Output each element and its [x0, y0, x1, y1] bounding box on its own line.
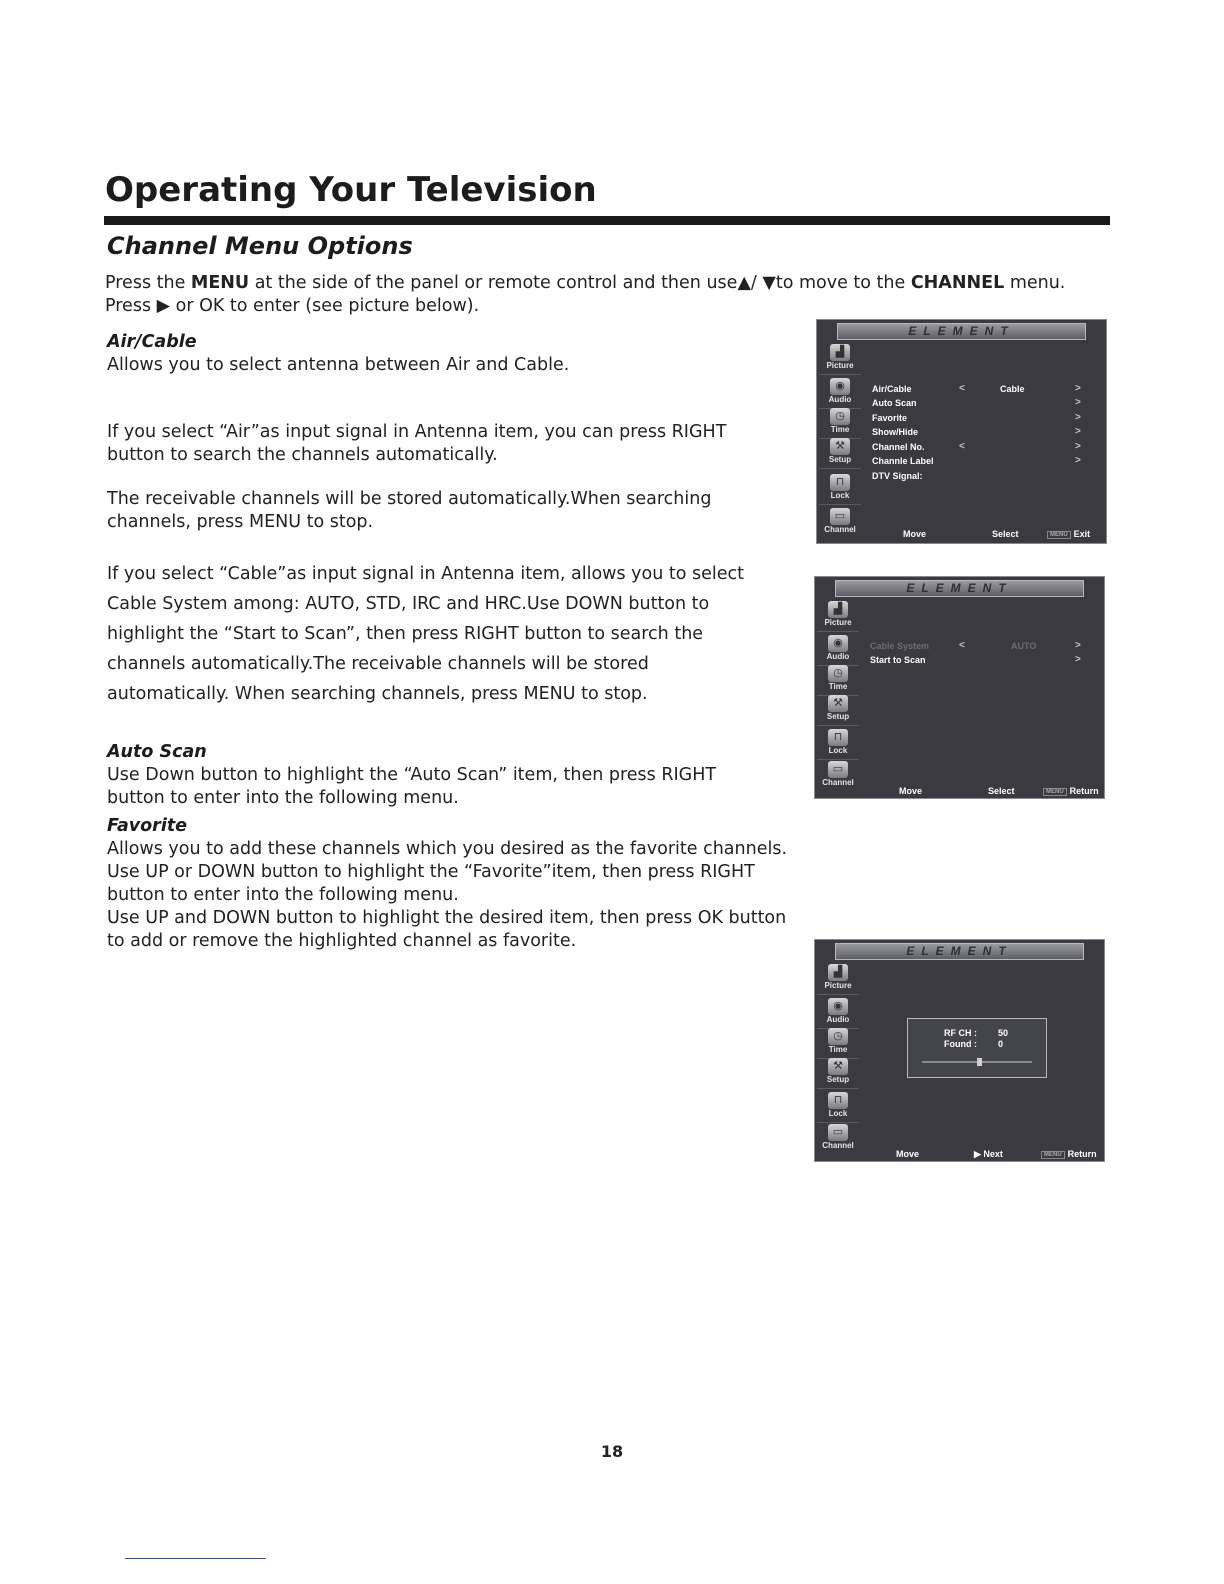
rf-ch-value: 50 — [998, 1028, 1009, 1038]
found-value: 0 — [998, 1039, 1004, 1049]
menu-sidebar — [817, 962, 859, 1159]
up-down-arrows: ▲/ ▼ — [737, 273, 776, 293]
progress-knob — [977, 1058, 982, 1066]
time-icon: ◷ — [830, 408, 850, 425]
air-cable-desc: Allows you to select antenna between Air and Cable. — [107, 355, 570, 375]
intro-line-2: Press ▶ or OK to enter (see picture below). — [105, 296, 480, 316]
sidebar-item-channel: ▭ Channel — [822, 1126, 854, 1150]
channel-icon: ▭ — [830, 508, 850, 525]
menu-sidebar — [817, 599, 859, 796]
channel-keyword: CHANNEL — [910, 273, 1005, 293]
sidebar-item-time: ◷ Time — [819, 406, 861, 439]
element-brand-bar: ELEMENT — [837, 323, 1086, 340]
sidebar-item-channel: ▭ Channel — [824, 510, 856, 534]
menu-item-channel-label: Channle Label — [872, 456, 934, 466]
right-arrow-icon: > — [1075, 426, 1081, 437]
menu-sidebar — [819, 342, 861, 541]
right-arrow-icon: > — [1075, 441, 1081, 452]
sidebar-item-lock: ⊓ Lock — [817, 1090, 859, 1123]
intro-paragraph — [105, 272, 1065, 318]
foot-select: Select — [988, 786, 1015, 796]
menu-item-favorite: Favorite — [872, 413, 908, 423]
element-brand-bar: ELEMENT — [835, 580, 1084, 597]
auto-scan-heading: Auto Scan — [107, 742, 207, 762]
sidebar-item-time: ◷ Time — [817, 663, 859, 696]
title-rule — [104, 216, 1110, 225]
audio-icon: ◉ — [830, 378, 850, 395]
air-cable-heading: Air/Cable — [107, 332, 197, 352]
sidebar-item-time: ◷ Time — [817, 1026, 859, 1059]
sidebar-item-lock: ⊓ Lock — [817, 727, 859, 760]
right-arrow-icon: > — [1075, 397, 1081, 408]
time-icon: ◷ — [828, 1028, 848, 1045]
channel-menu-screenshot — [816, 319, 1107, 544]
menu-item-dtv-signal: DTV Signal: — [872, 471, 923, 481]
favorite-heading: Favorite — [107, 816, 188, 836]
picture-icon: ▟ — [828, 964, 848, 981]
right-arrow-icon: > — [1075, 455, 1081, 466]
foot-select: Select — [992, 529, 1019, 539]
audio-icon: ◉ — [828, 998, 848, 1015]
auto-scan-paragraph: Use Down button to highlight the “Auto Scan” item, then press RIGHT button to enter into the following menu. — [107, 765, 717, 808]
foot-return: MENU Return — [1041, 1149, 1097, 1159]
rf-ch-label: RF CH : — [944, 1028, 977, 1038]
stored-paragraph: The receivable channels will be stored automatically.When searching channels, press MENU to stop. — [107, 489, 712, 532]
scan-progress-bar — [922, 1061, 1032, 1063]
menu-key-icon: MENU — [1043, 788, 1067, 796]
section-title: Channel Menu Options — [107, 232, 413, 260]
menu-key-icon: MENU — [1047, 531, 1071, 539]
foot-move: Move — [899, 786, 923, 796]
foot-return: MENU Return — [1043, 786, 1099, 796]
sidebar-item-audio: ◉ Audio — [817, 996, 859, 1029]
lock-icon: ⊓ — [830, 474, 850, 491]
left-arrow-icon: < — [959, 640, 965, 651]
audio-icon: ◉ — [828, 635, 848, 652]
setup-icon: ⚒ — [828, 1058, 848, 1075]
cable-system-screenshot — [814, 576, 1105, 799]
scan-progress-screenshot — [814, 939, 1105, 1162]
menu-item-start-to-scan: Start to Scan — [870, 655, 926, 665]
sidebar-item-channel: ▭ Channel — [822, 763, 854, 787]
right-arrow-icon: > — [1075, 412, 1081, 423]
air-cable-value: Cable — [1000, 384, 1025, 394]
sidebar-item-audio: ◉ Audio — [819, 376, 861, 409]
menu-keyword: MENU — [190, 273, 250, 293]
menu-item-show-hide: Show/Hide — [872, 427, 919, 437]
right-arrow-icon: > — [1075, 640, 1081, 651]
page-number: 18 — [600, 1442, 624, 1461]
sidebar-item-setup: ⚒ Setup — [819, 436, 861, 469]
picture-icon: ▟ — [830, 344, 850, 361]
channel-icon: ▭ — [828, 761, 848, 778]
channel-icon: ▭ — [828, 1124, 848, 1141]
left-arrow-icon: < — [959, 441, 965, 452]
foot-move: Move — [896, 1149, 920, 1159]
lock-icon: ⊓ — [828, 729, 848, 746]
scan-dialog — [907, 1018, 1047, 1078]
picture-icon: ▟ — [828, 601, 848, 618]
sidebar-item-picture: ▟ Picture — [817, 599, 859, 632]
sidebar-item-picture: ▟ Picture — [819, 342, 861, 375]
time-icon: ◷ — [828, 665, 848, 682]
air-paragraph: If you select “Air”as input signal in Antenna item, you can press RIGHT button to search the channels automatically. — [107, 422, 727, 465]
sidebar-item-audio: ◉ Audio — [817, 633, 859, 666]
menu-item-channel-no: Channel No. — [872, 442, 925, 452]
sidebar-item-lock: ⊓ Lock — [819, 472, 861, 505]
footer-line — [125, 1558, 266, 1559]
sidebar-item-picture: ▟ Picture — [817, 962, 859, 995]
right-arrow-icon: > — [1075, 654, 1081, 665]
setup-icon: ⚒ — [830, 438, 850, 455]
found-label: Found : — [944, 1039, 977, 1049]
lock-icon: ⊓ — [828, 1092, 848, 1109]
foot-next: ▶ Next — [974, 1149, 1003, 1159]
foot-exit: MENU Exit — [1047, 529, 1090, 539]
intro-line-1: Press the MENU at the side of the panel or remote control and then use▲/ ▼to move to the CHANNEL menu. — [105, 273, 1066, 293]
menu-key-icon: MENU — [1041, 1151, 1065, 1159]
favorite-paragraph: Allows you to add these channels which you desired as the favorite channels. Use UP or DOWN button to highlight the “Favorite”item, then press RIGHT button to enter into the following menu. Use UP and DOWN button to highlight the desired item, then press OK button to add or remove the highlighted channel as favorite. — [107, 839, 788, 951]
cable-system-value: AUTO — [1011, 641, 1037, 651]
menu-item-auto-scan: Auto Scan — [872, 398, 917, 408]
setup-icon: ⚒ — [828, 695, 848, 712]
left-arrow-icon: < — [959, 383, 965, 394]
element-brand-bar: ELEMENT — [835, 943, 1084, 960]
page-title: Operating Your Television — [105, 170, 597, 210]
cable-paragraph: If you select “Cable”as input signal in Antenna item, allows you to select Cable System among: AUTO, STD, IRC and HRC.Use DOWN button to highlight the “Start to Scan”, then press RIGHT button to search the channels automatically.The receivable channels will be stored automatically. When searching channels, press MENU to stop. — [107, 564, 744, 704]
foot-move: Move — [903, 529, 927, 539]
right-arrow-icon: > — [1075, 383, 1081, 394]
sidebar-item-setup: ⚒ Setup — [817, 1056, 859, 1089]
menu-item-air-cable: Air/Cable — [872, 384, 912, 394]
sidebar-item-setup: ⚒ Setup — [817, 693, 859, 726]
menu-item-cable-system: Cable System — [870, 641, 930, 651]
